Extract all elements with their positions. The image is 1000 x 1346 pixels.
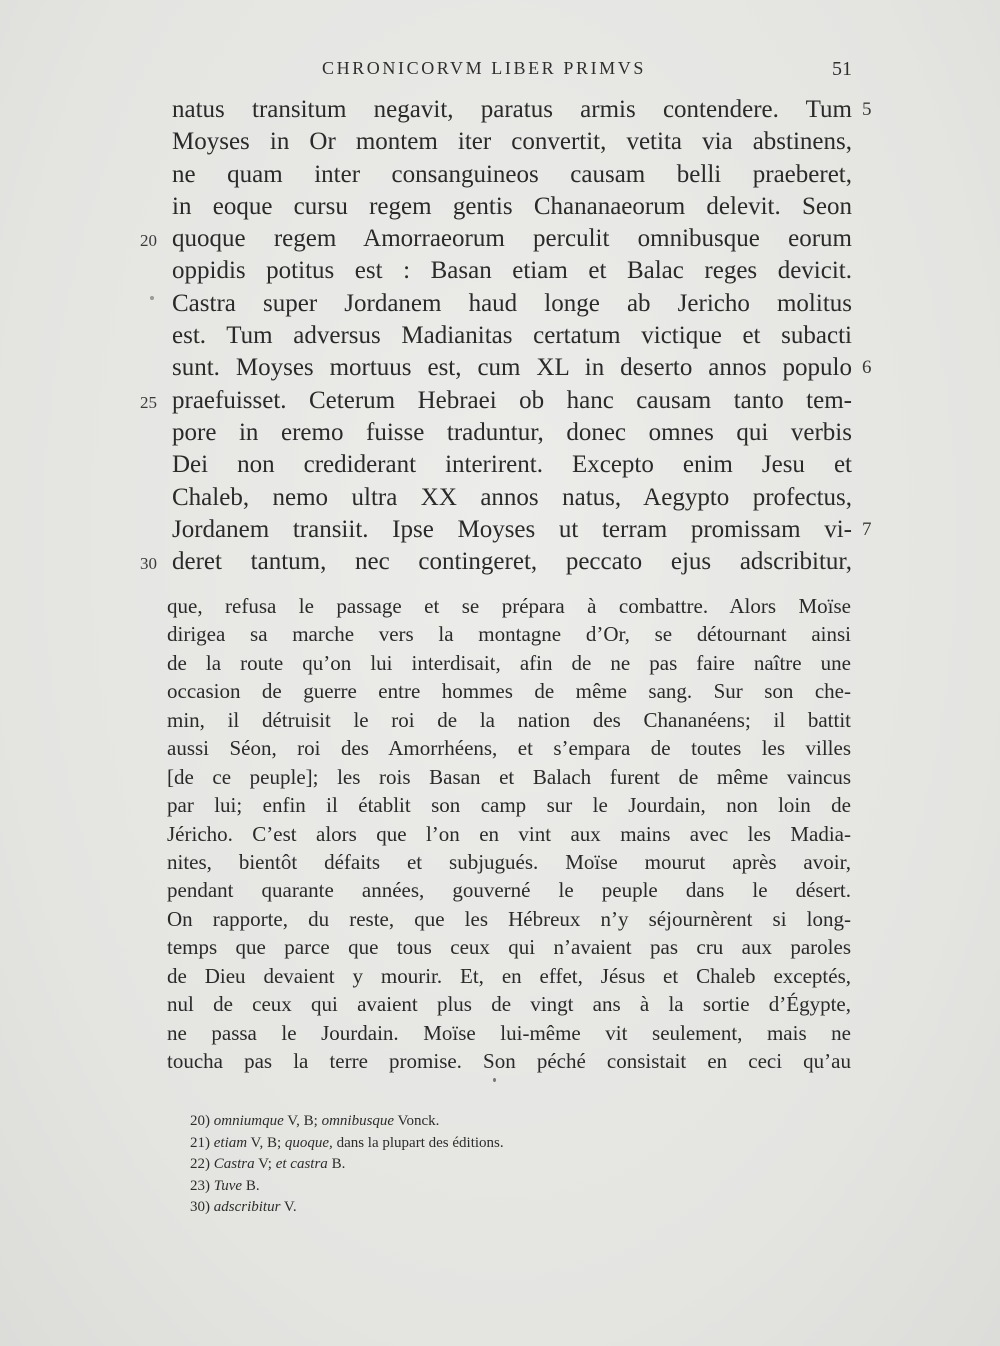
running-header (172, 58, 852, 88)
french-line-text: toucha pas la terre promise. Son péché consistait en ceci qu’au (167, 1049, 851, 1073)
french-line (167, 649, 851, 677)
latin-line (172, 320, 852, 352)
footnote-variant-italic: omniumque (213, 1113, 284, 1129)
latin-line-text: Dei non crediderant interirent. Excepto enim Jesu et (172, 451, 852, 479)
french-line (167, 677, 851, 705)
french-line (167, 620, 851, 648)
latin-line (172, 191, 852, 223)
footnote-number: 20) (190, 1113, 210, 1129)
french-line-text: de Dieu devaient y mourir. Et, en effet, Jésus et Chaleb exceptés, (167, 963, 851, 988)
latin-line-text: Castra super Jordanem haud longe ab Jericho molitus (172, 289, 852, 317)
french-line-text: nites, bientôt défaits et subjugués. Moïse mourut après avoir, (167, 849, 851, 874)
footnote-variant-italic: Castra (213, 1156, 255, 1172)
footnote-text: dans la plupart des éditions. (332, 1134, 504, 1151)
footnote-number: 22) (190, 1156, 210, 1172)
latin-line-text: natus transitum negavit, paratus armis contendere. Tum (172, 96, 852, 123)
footnote-variant-italic: et castra (275, 1156, 328, 1172)
margin-speck (150, 296, 154, 300)
latin-line-text: pore in eremo fuisse traduntur, donec omnes qui verbis (172, 418, 852, 446)
french-line (167, 592, 851, 620)
french-line-text: dirigea sa marche vers la montagne d’Or, se détournant ainsi (167, 622, 851, 647)
french-line-text: nul de ceux qui avaient plus de vingt ans à la sortie d’Égypte, (167, 992, 851, 1017)
footnote-number: 30) (190, 1199, 210, 1215)
latin-line (172, 126, 852, 158)
section-number: 7 (862, 518, 872, 540)
french-line (167, 848, 851, 876)
french-line-text: aussi Séon, roi des Amorrhéens, et s’empara de toutes les villes (167, 736, 851, 761)
latin-line-text: sunt. Moyses mortuus est, cum XL in deserto annos populo (172, 354, 852, 382)
french-line (167, 763, 851, 791)
latin-line (172, 255, 852, 287)
footnote (190, 1176, 750, 1198)
latin-line (140, 385, 852, 417)
french-line-text: [de ce peuple]; les rois Basan et Balach furent de même vaincus (167, 764, 851, 789)
latin-line-text: est. Tum adversus Madianitas certatum victique et subacti (172, 322, 852, 350)
latin-line (172, 514, 872, 546)
french-line (167, 990, 851, 1018)
french-line-text: temps que parce que tous ceux qui n’avaient pas cru aux paroles (167, 935, 851, 960)
footnote-text: B. (327, 1156, 346, 1172)
latin-line (172, 288, 852, 320)
latin-line (172, 352, 872, 384)
latin-line-text: Moyses in Or montem iter convertit, vetita via abstinens, (172, 128, 852, 156)
footnote (190, 1197, 750, 1219)
french-translation-block (167, 592, 851, 1075)
french-line (167, 734, 851, 762)
footnote-text: V; (254, 1156, 276, 1172)
french-line (167, 876, 851, 904)
footnote-variant-italic: adscribitur (213, 1199, 281, 1215)
latin-line (172, 94, 872, 126)
footnote (190, 1133, 750, 1155)
french-line-text: que, refusa le passage et se prépara à combattre. Alors Moïse (167, 594, 851, 618)
latin-text-block (140, 94, 872, 578)
footnote-text: V, B; (247, 1134, 285, 1151)
french-line (167, 933, 851, 961)
french-line-text: par lui; enfin il établit son camp sur le Jourdain, non loin de (167, 793, 851, 818)
french-line-text: Jéricho. C’est alors que l’on en vint aux mains avec les Madia- (167, 821, 851, 846)
footnote-text: V, B; (283, 1113, 322, 1129)
section-number: 5 (862, 99, 872, 120)
section-number: 6 (862, 357, 872, 379)
page-number: 51 (832, 58, 852, 80)
french-line (167, 820, 851, 848)
french-line-text: occasion de guerre entre hommes de même sang. Sur son che- (167, 679, 851, 704)
latin-line-text: quoque regem Amorraeorum perculit omnibusque eorum (172, 225, 852, 253)
french-line-text: pendant quarante années, gouverné le peuple dans le désert. (167, 878, 851, 903)
footnote-text: B. (242, 1177, 260, 1194)
latin-line (140, 223, 852, 255)
footnotes-block (190, 1111, 750, 1219)
footnote-variant-italic: etiam (213, 1134, 248, 1151)
latin-line-text: in eoque cursu regem gentis Chananaeorum delevit. Seon (172, 192, 852, 220)
latin-line-text: praefuisset. Ceterum Hebraei ob hanc causam tanto tem- (172, 386, 852, 414)
line-number: 30 (140, 554, 157, 574)
footnote (190, 1154, 750, 1176)
french-line (167, 706, 851, 734)
ink-speck (493, 1078, 496, 1082)
line-number: 25 (140, 392, 157, 412)
french-line-text: ne passa le Jourdain. Moïse lui-même vit seulement, mais ne (167, 1020, 851, 1045)
header-title: CHRONICORVM LIBER PRIMVS (322, 58, 646, 78)
latin-line-text: Jordanem transiit. Ipse Moyses ut terram promissam vi- (172, 515, 852, 543)
latin-line (172, 449, 852, 481)
latin-line (140, 546, 852, 578)
footnote-number: 21) (190, 1134, 210, 1151)
french-line-text: min, il détruisit le roi de la nation des Chananéens; il battit (167, 707, 851, 732)
french-line (167, 962, 851, 990)
latin-line (172, 159, 852, 191)
latin-line-text: oppidis potitus est : Basan etiam et Balac reges devicit. (172, 257, 852, 285)
footnote-variant-italic: omnibusque (321, 1113, 395, 1129)
french-line (167, 791, 851, 819)
footnote-text: Vonck. (394, 1113, 440, 1129)
latin-line (172, 482, 852, 514)
footnote-variant-italic: Tuve (213, 1177, 243, 1194)
french-line-text: On rapporte, du reste, que les Hébreux n’y séjournèrent si long- (167, 906, 851, 931)
footnote-variant-italic: quoque, (284, 1134, 333, 1151)
latin-line-text: ne quam inter consanguineos causam belli praeberet, (172, 160, 852, 188)
footnote (190, 1111, 750, 1133)
french-line (167, 1019, 851, 1047)
french-line (167, 1047, 851, 1075)
line-number: 20 (140, 231, 157, 251)
footnote-number: 23) (190, 1177, 210, 1194)
footnote-text: V. (280, 1199, 297, 1215)
french-line-text: de la route qu’on lui interdisait, afin de ne pas faire naître une (167, 650, 851, 675)
latin-line-text: deret tantum, nec contingeret, peccato ejus adscribitur, (172, 548, 852, 576)
latin-line (172, 417, 852, 449)
french-line (167, 905, 851, 933)
latin-line-text: Chaleb, nemo ultra XX annos natus, Aegypto profectus, (172, 483, 852, 511)
